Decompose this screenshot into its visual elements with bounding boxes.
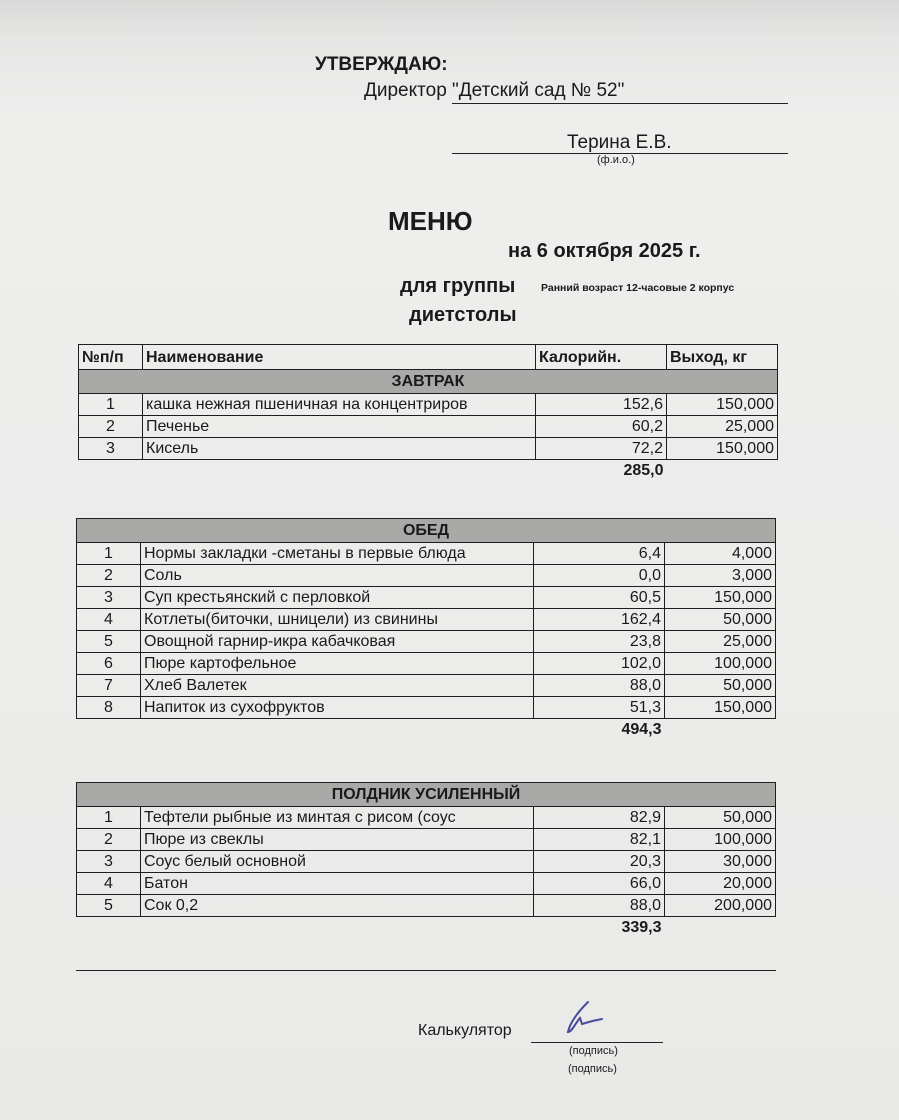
yield: 50,000 xyxy=(665,807,776,829)
table-row xyxy=(77,697,776,719)
row-number: 2 xyxy=(79,416,143,438)
column-header: Выход, кг xyxy=(667,345,778,370)
yield: 50,000 xyxy=(665,675,776,697)
yield: 4,000 xyxy=(665,543,776,565)
section-header: ПОЛДНИК УСИЛЕННЫЙ xyxy=(77,783,776,807)
row-number: 3 xyxy=(79,438,143,460)
row-number: 1 xyxy=(77,543,141,565)
yield: 150,000 xyxy=(667,394,778,416)
calculator-label: Калькулятор xyxy=(418,1022,512,1039)
breakfast-table xyxy=(78,344,778,481)
organization-underline xyxy=(452,103,788,104)
row-number: 2 xyxy=(77,565,141,587)
approve-heading: УТВЕРЖДАЮ: xyxy=(315,54,448,75)
dish-name: Суп крестьянский с перловкой xyxy=(141,587,534,609)
table-row xyxy=(77,565,776,587)
calories-total: 339,3 xyxy=(621,919,662,936)
separator-line xyxy=(76,970,776,971)
row-number: 4 xyxy=(77,609,141,631)
table-row xyxy=(77,851,776,873)
yield: 150,000 xyxy=(667,438,778,460)
dish-name: Батон xyxy=(141,873,534,895)
column-header: №п/п xyxy=(79,345,143,370)
calories: 51,3 xyxy=(534,697,665,719)
table-row xyxy=(77,895,776,917)
calories-total: 285,0 xyxy=(623,462,664,479)
dish-name: Хлеб Валетек xyxy=(141,675,534,697)
yield: 200,000 xyxy=(665,895,776,917)
table-row xyxy=(77,653,776,675)
calories: 162,4 xyxy=(534,609,665,631)
table-row xyxy=(77,873,776,895)
fio-caption: (ф.и.о.) xyxy=(597,154,635,166)
row-number: 3 xyxy=(77,587,141,609)
row-number: 7 xyxy=(77,675,141,697)
calories: 60,5 xyxy=(534,587,665,609)
table-row xyxy=(77,587,776,609)
calories: 72,2 xyxy=(536,438,667,460)
table-row xyxy=(77,543,776,565)
snack-table xyxy=(76,782,776,938)
calories-total: 494,3 xyxy=(621,721,662,738)
row-number: 4 xyxy=(77,873,141,895)
table-row xyxy=(77,829,776,851)
dish-name: Напиток из сухофруктов xyxy=(141,697,534,719)
row-number: 5 xyxy=(77,895,141,917)
calories: 82,1 xyxy=(534,829,665,851)
table-row xyxy=(79,416,778,438)
dish-name: Овощной гарнир-икра кабачковая xyxy=(141,631,534,653)
director-name: Терина Е.В. xyxy=(567,132,672,153)
table-row xyxy=(77,807,776,829)
yield: 100,000 xyxy=(665,653,776,675)
group-value: Ранний возраст 12-часовые 2 корпус xyxy=(541,282,735,294)
calories: 102,0 xyxy=(534,653,665,675)
lunch-table xyxy=(76,518,776,740)
signature-underline xyxy=(531,1042,663,1043)
dish-name: Соль xyxy=(141,565,534,587)
director-line xyxy=(364,80,624,102)
total-row xyxy=(79,460,778,482)
dish-name: Сок 0,2 xyxy=(141,895,534,917)
row-number: 3 xyxy=(77,851,141,873)
calories: 88,0 xyxy=(534,895,665,917)
calories: 20,3 xyxy=(534,851,665,873)
signature-caption: (подпись) xyxy=(568,1063,617,1075)
organization-name: "Детский сад № 52" xyxy=(452,80,625,101)
row-number: 2 xyxy=(77,829,141,851)
row-number: 1 xyxy=(77,807,141,829)
calories: 0,0 xyxy=(534,565,665,587)
calories: 66,0 xyxy=(534,873,665,895)
table-row xyxy=(77,631,776,653)
table-row xyxy=(79,438,778,460)
row-number: 8 xyxy=(77,697,141,719)
calories: 6,4 xyxy=(534,543,665,565)
table-row xyxy=(77,609,776,631)
table-row xyxy=(79,394,778,416)
dish-name: Пюре из свеклы xyxy=(141,829,534,851)
yield: 3,000 xyxy=(665,565,776,587)
yield: 25,000 xyxy=(665,631,776,653)
column-header: Калорийн. xyxy=(536,345,667,370)
yield: 20,000 xyxy=(665,873,776,895)
dish-name: Печенье xyxy=(143,416,536,438)
yield: 25,000 xyxy=(667,416,778,438)
calories: 152,6 xyxy=(536,394,667,416)
dish-name: Нормы закладки -сметаны в первые блюда xyxy=(141,543,534,565)
dish-name: Пюре картофельное xyxy=(141,653,534,675)
director-label: Директор xyxy=(364,80,447,101)
column-header: Наименование xyxy=(143,345,536,370)
dish-name: кашка нежная пшеничная на концентриров xyxy=(143,394,536,416)
handwritten-signature xyxy=(558,998,618,1038)
dish-name: Соус белый основной xyxy=(141,851,534,873)
calories: 82,9 xyxy=(534,807,665,829)
section-header: ОБЕД xyxy=(77,519,776,543)
dish-name: Котлеты(биточки, шницели) из свинины xyxy=(141,609,534,631)
dish-name: Кисель xyxy=(143,438,536,460)
yield: 150,000 xyxy=(665,697,776,719)
row-number: 1 xyxy=(79,394,143,416)
total-row xyxy=(77,719,776,741)
menu-date: на 6 октября 2025 г. xyxy=(508,240,701,262)
calories: 23,8 xyxy=(534,631,665,653)
yield: 150,000 xyxy=(665,587,776,609)
signature-caption: (подпись) xyxy=(569,1045,618,1057)
menu-title: МЕНЮ xyxy=(388,206,473,236)
group-label: для группы xyxy=(400,275,516,297)
column-header-row xyxy=(79,345,778,370)
yield: 30,000 xyxy=(665,851,776,873)
total-row xyxy=(77,917,776,939)
yield: 100,000 xyxy=(665,829,776,851)
calories: 88,0 xyxy=(534,675,665,697)
yield: 50,000 xyxy=(665,609,776,631)
section-header: ЗАВТРАК xyxy=(79,370,778,394)
row-number: 6 xyxy=(77,653,141,675)
row-number: 5 xyxy=(77,631,141,653)
table-row xyxy=(77,675,776,697)
calories: 60,2 xyxy=(536,416,667,438)
diet-label: диетстолы xyxy=(409,304,517,326)
dish-name: Тефтели рыбные из минтая с рисом (соус xyxy=(141,807,534,829)
